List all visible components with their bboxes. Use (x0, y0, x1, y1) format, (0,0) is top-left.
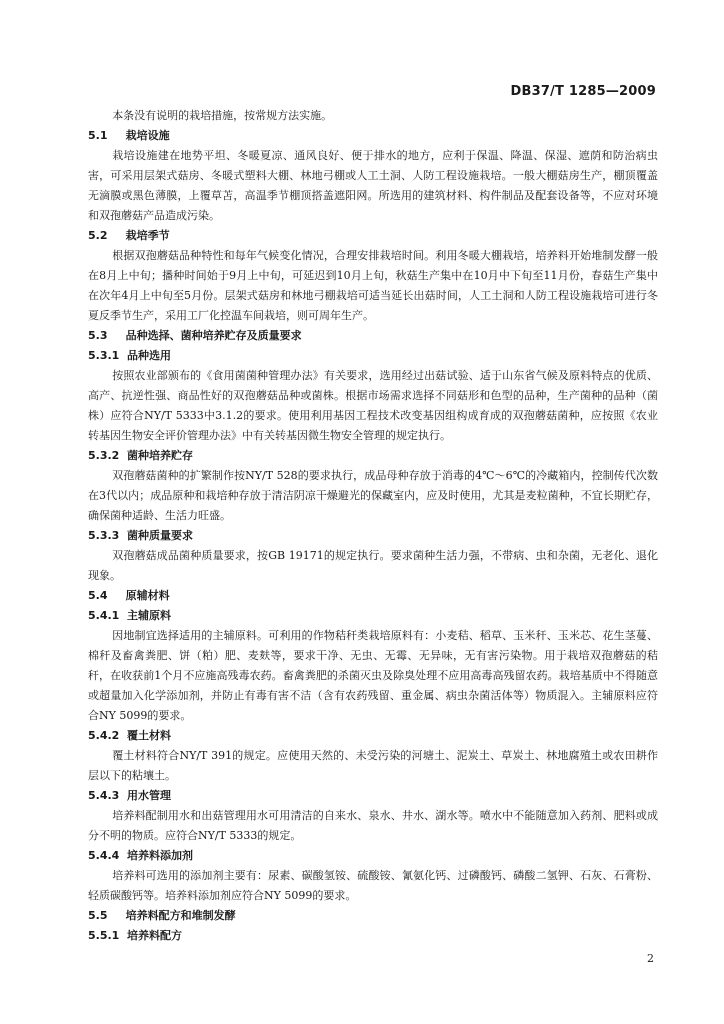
section-heading (88, 526, 658, 546)
section-number: 5.4 (88, 589, 108, 602)
section-title: 栽培季节 (125, 229, 170, 242)
section-number: 5.5.1 (88, 929, 120, 942)
paragraph: 双孢蘑菇成品菌种质量要求，按GB 19171的规定执行。要求菌种生活力强，不带病、虫和杂菌，无老化、退化现象。 (88, 549, 658, 582)
section-number: 5.4.4 (88, 849, 120, 862)
paragraph: 因地制宜选择适用的主辅原料。可利用的作物秸秆类栽培原料有：小麦秸、稻草、玉米秆、玉米芯、花生茎蔓、棉秆及畜禽粪肥、饼（粕）肥、麦麸等，要求干净、无虫、无霉、无异味，无有害污染物。用于栽培双孢蘑菇的秸秆，在收获前1个月不应施高残毒农药。畜禽粪肥的杀菌灭虫及除臭处理不应用高毒高残留农药。栽培基质中不得随意或超量加入化学添加剂，并防止有毒有害不洁（含有农药残留、重金属、病虫杂菌活体等）物质混入。主辅原料应符合NY 5099的要求。 (88, 629, 658, 722)
section-title: 品种选择、菌种培养贮存及质量要求 (125, 329, 302, 342)
section-heading (88, 726, 658, 746)
section-number: 5.3.3 (88, 529, 120, 542)
section-title: 原辅材料 (125, 589, 170, 602)
section-number: 5.3.2 (88, 449, 120, 462)
document-body (88, 106, 658, 946)
section-heading (88, 906, 658, 926)
section-number: 5.2 (88, 229, 108, 242)
section-heading (88, 786, 658, 806)
section-heading (88, 226, 658, 246)
paragraph: 培养料配制用水和出菇管理用水可用清洁的自来水、泉水、井水、湖水等。喷水中不能随意加入药剂、肥料或成分不明的物质。应符合NY/T 5333的规定。 (88, 809, 658, 842)
section-heading (88, 846, 658, 866)
section-heading (88, 446, 658, 466)
section-title: 栽培设施 (125, 129, 170, 142)
paragraph: 本条没有说明的栽培措施，按常规方法实施。 (112, 109, 333, 122)
section-title: 用水管理 (127, 789, 171, 802)
section-number: 5.4.1 (88, 609, 120, 622)
section-heading (88, 126, 658, 146)
paragraph: 双孢蘑菇菌种的扩繁制作按NY/T 528的要求执行，成品母种存放于消毒的4℃～6℃的冷藏箱内，控制传代次数在3代以内；成品原种和栽培种存放于清洁阴凉干燥避光的保藏室内，应及时使用，尤其是麦粒菌种，不宜长期贮存，确保菌种适龄、生活力旺盛。 (88, 469, 658, 522)
section-heading (88, 926, 658, 946)
section-title: 覆土材料 (127, 729, 171, 742)
section-heading (88, 606, 658, 626)
paragraph: 根据双孢蘑菇品种特性和每年气候变化情况，合理安排栽培时间。利用冬暖大棚栽培，培养料开始堆制发酵一般在8月上中旬；播种时间始于9月上中旬，可延迟到10月上旬，秋菇生产集中在10月中下旬至11月份，春菇生产集中在次年4月上中旬至5月份。层架式菇房和林地弓棚栽培可适当延长出菇时间，人工土洞和人防工程设施栽培可进行冬夏反季节生产，采用工厂化控温车间栽培，则可周年生产。 (88, 249, 658, 322)
paragraph: 按照农业部颁布的《食用菌菌种管理办法》有关要求，选用经过出菇试验、适于山东省气候及原料特点的优质、高产、抗逆性强、商品性好的双孢蘑菇品种或菌株。根据市场需求选择不同菇形和色型的品种，生产菌种的品种（菌株）应符合NY/T 5333中3.1.2的要求。使用利用基因工程技术改变基因组构成育成的双孢蘑菇菌种，应按照《农业转基因生物安全评价管理办法》中有关转基因微生物安全管理的规定执行。 (88, 369, 658, 442)
section-heading (88, 586, 658, 606)
section-number: 5.3 (88, 329, 108, 342)
page-number: 2 (647, 952, 654, 965)
section-title: 培养料配方 (127, 929, 182, 942)
section-number: 5.4.3 (88, 789, 120, 802)
section-number: 5.1 (88, 129, 108, 142)
section-title: 培养料配方和堆制发酵 (125, 909, 236, 922)
paragraph: 覆土材料符合NY/T 391的规定。应使用天然的、未受污染的河塘土、泥炭土、草炭土、林地腐殖土或农田耕作层以下的粘壤土。 (88, 749, 658, 782)
section-heading (88, 346, 658, 366)
section-number: 5.5 (88, 909, 108, 922)
section-title: 品种选用 (127, 349, 171, 362)
section-title: 培养料添加剂 (127, 849, 193, 862)
paragraph: 栽培设施建在地势平坦、冬暖夏凉、通风良好、便于排水的地方，应利于保温、降温、保湿、遮荫和防治病虫害，可采用层架式菇房、冬暖式塑料大棚、林地弓棚或人工土洞、人防工程设施栽培。一般大棚菇房生产，棚顶覆盖无滴膜或黑色薄膜，上覆草苫，高温季节棚顶搭盖遮阳网。所选用的建筑材料、构件制品及配套设备等，不应对环境和双孢蘑菇产品造成污染。 (88, 149, 658, 222)
section-heading (88, 326, 658, 346)
section-title: 菌种培养贮存 (127, 449, 193, 462)
paragraph: 培养料可选用的添加剂主要有：尿素、碳酸氢铵、硫酸铵、氰氨化钙、过磷酸钙、磷酸二氢钾、石灰、石膏粉、轻质碳酸钙等。培养料添加剂应符合NY 5099的要求。 (88, 869, 658, 902)
section-title: 菌种质量要求 (127, 529, 193, 542)
document-id-header: DB37/T 1285—2009 (510, 84, 656, 99)
section-number: 5.4.2 (88, 729, 120, 742)
section-title: 主辅原料 (127, 609, 171, 622)
section-number: 5.3.1 (88, 349, 120, 362)
